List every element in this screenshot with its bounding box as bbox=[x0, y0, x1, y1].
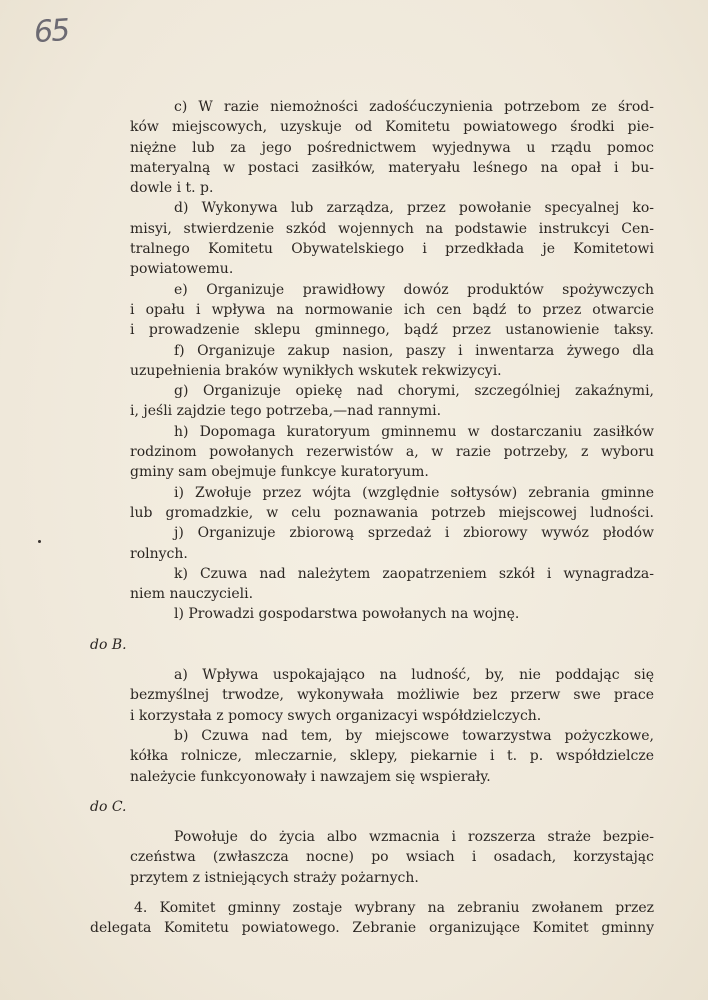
text-line: rolnych. bbox=[130, 545, 188, 562]
text-line: i prowadzenie sklepu gminnego, bądź przez ustanowienie taksy. bbox=[130, 322, 654, 339]
text-line: rodzinom powołanych rezerwistów a, w razie potrzeby, z wyboru bbox=[130, 444, 654, 461]
body-text bbox=[90, 97, 654, 939]
text-line: przytem z istniejących straży pożarnych. bbox=[130, 869, 419, 886]
text-line: materyalną w postaci zasiłków, materyału leśnego na opał i bu- bbox=[130, 159, 654, 176]
section-label: do B. bbox=[90, 636, 127, 653]
page-number: 65 bbox=[32, 12, 70, 51]
text-line: tralnego Komitetu Obywatelskiego i przedkłada je Komitetowi bbox=[130, 241, 654, 258]
text-line: i opału i wpływa na normowanie ich cen bądź to przez otwarcie bbox=[130, 301, 654, 318]
text-line: d) Wykonywa lub zarządza, przez powołanie specyalnej ko- bbox=[174, 200, 654, 217]
text-line: a) Wpływa uspokajająco na ludność, by, nie poddając się bbox=[174, 667, 654, 684]
text-line: niem nauczycieli. bbox=[130, 586, 254, 603]
text-line: gminy sam obejmuje funkcye kuratoryum. bbox=[130, 464, 429, 481]
text-line: delegata Komitetu powiatowego. Zebranie organizujące Komitet gminny bbox=[90, 920, 654, 937]
text-line: c) W razie niemożności zadośćuczynienia potrzebom ze środ- bbox=[174, 99, 654, 115]
text-line: j) Organizuje zbiorową sprzedaż i zbiorowy wywóz płodów bbox=[174, 525, 654, 542]
text-line: bezmyślnej trwodze, wykonywała możliwie bez przerw swe prace bbox=[130, 687, 654, 704]
text-line: niężne lub za jego pośrednictwem wyjednywa u rządu pomoc bbox=[130, 139, 654, 156]
text-line: misyi, stwierdzenie szkód wojennych na podstawie instrukcyi Cen- bbox=[130, 220, 654, 237]
text-line: czeństwa (zwłaszcza nocne) po wsiach i osadach, korzystając bbox=[130, 849, 654, 866]
text-line: i korzystała z pomocy swych organizacyi współdzielczych. bbox=[130, 707, 542, 724]
text-line: i, jeśli zajdzie tego potrzeba,—nad rannymi. bbox=[130, 403, 442, 420]
text-line: l) Prowadzi gospodarstwa powołanych na wojnę. bbox=[174, 606, 520, 623]
text-line: k) Czuwa nad należytem zaopatrzeniem szkół i wynagradza- bbox=[174, 565, 654, 582]
text-line: lub gromadzkie, w celu poznawania potrzeb miejscowej ludności. bbox=[130, 504, 654, 521]
text-line: należycie funkcyonowały i nawzajem się wspierały. bbox=[130, 768, 491, 785]
text-line: dowle i t. p. bbox=[130, 180, 214, 197]
text-line: f) Organizuje zakup nasion, paszy i inwentarza żywego dla bbox=[174, 342, 654, 359]
text-line: powiatowemu. bbox=[130, 261, 234, 278]
text-line: uzupełnienia braków wynikłych wskutek rekwizycyi. bbox=[130, 362, 502, 379]
text-line: kółka rolnicze, mleczarnie, sklepy, piekarnie i t. p. współdzielcze bbox=[130, 748, 654, 765]
text-line: ków miejscowych, uzyskuje od Komitetu powiatowego środki pie- bbox=[130, 119, 654, 136]
text-line: g) Organizuje opiekę nad chorymi, szczególniej zakaźnymi, bbox=[174, 383, 654, 400]
text-line: Powołuje do życia albo wzmacnia i rozszerza straże bezpie- bbox=[174, 829, 654, 846]
text-line: i) Zwołuje przez wójta (względnie sołtysów) zebrania gminne bbox=[174, 484, 654, 501]
ink-dot bbox=[38, 540, 41, 543]
text-line: h) Dopomaga kuratoryum gminnemu w dostarczaniu zasiłków bbox=[174, 423, 654, 440]
text-line: b) Czuwa nad tem, by miejscowe towarzystwa pożyczkowe, bbox=[174, 727, 654, 744]
section-label: do C. bbox=[90, 798, 127, 815]
text-line: 4. Komitet gminny zostaje wybrany na zebraniu zwołanem przez bbox=[134, 899, 654, 916]
text-line: e) Organizuje prawidłowy dowóz produktów spożywczych bbox=[174, 281, 654, 298]
